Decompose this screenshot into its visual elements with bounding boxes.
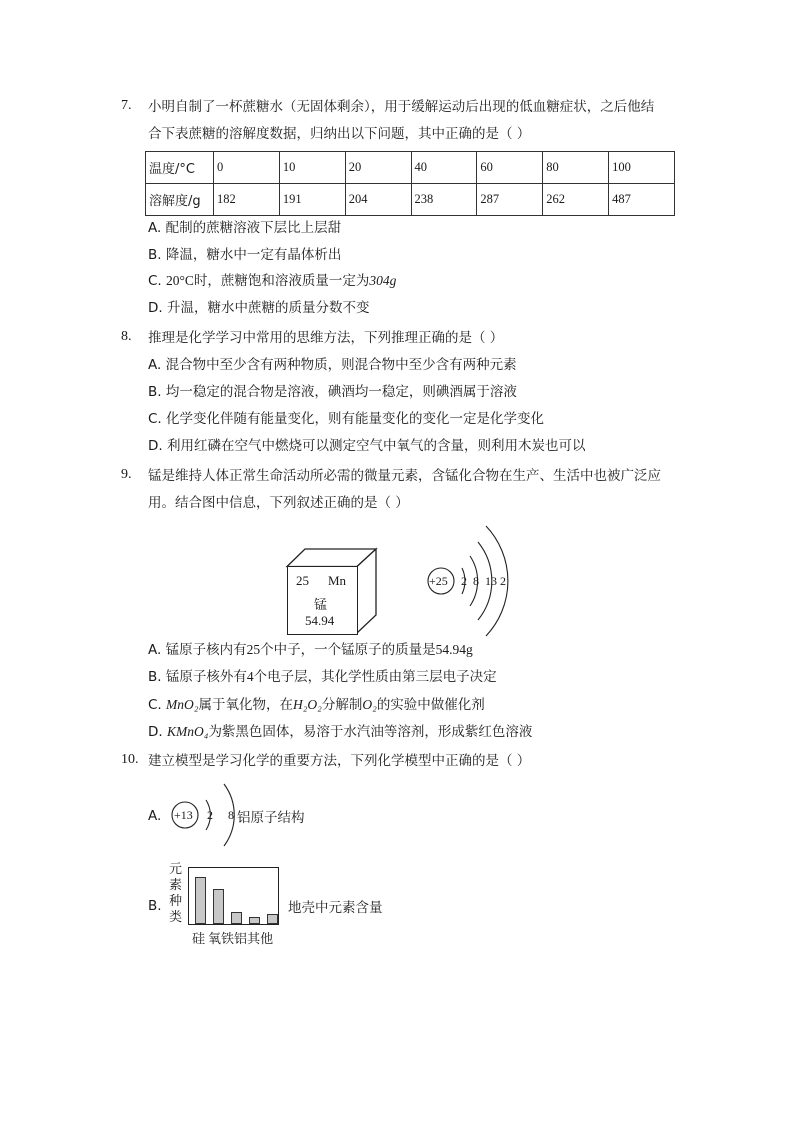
table-cell: 10 [279,152,345,184]
table-row-solubility [146,184,675,216]
element-card-face [287,566,358,635]
q8-number: 8. [121,329,132,344]
table-cell: 80 [543,152,609,184]
chart-frame [188,867,279,925]
mn-shell-4: 2 [500,574,506,588]
y-label-char: 素 [169,878,183,893]
option-d-text: 为紫黑色固体，易溶于水汽油等溶剂，形成紫红色溶液 [208,724,533,740]
q7-stem-line2: 合下表蔗糖的溶解度数据，归纳出以下问题，其中正确的是（ ） [148,126,531,142]
option-a-text: A. 锰原子核内有 [148,642,247,658]
table-cell: 204 [345,184,411,216]
chart-caption: 地壳中元素含量 [288,900,383,916]
temperature-value: 20°C [166,273,194,288]
atomic-mass: 54.94 [305,613,335,628]
q10-stem: 建立模型是学习化学的重要方法，下列化学模型中正确的是（ ） [148,753,531,769]
q9-stem-line2: 用。结合图中信息，下列叙述正确的是（ ） [148,495,409,511]
option-c-text-3: 的实验中做催化剂 [376,697,485,713]
al-nucleus-charge: +13 [174,808,193,822]
table-cell: 262 [543,184,609,216]
y-label-char: 种 [169,894,183,909]
x-label: 其他 [247,932,274,947]
q7-stem-line1: 小明自制了一杯蔗糖水（无固体剩余），用于缓解运动后出现的低血糖症状，之后他结 [148,99,655,115]
option-d-prefix: D. [148,724,167,740]
option-c-text: 时，蔗糖饱和溶液质量一定为 [193,273,370,289]
q8-option-b[interactable]: B. 均一稳定的混合物是溶液，碘酒均一稳定，则碘酒属于溶液 [148,384,517,400]
y-label-char: 类 [169,910,183,925]
table-cell: 40 [411,152,477,184]
chart-bar [231,912,242,924]
q7-option-b[interactable]: B. 降温，糖水中一定有晶体析出 [148,247,342,263]
mn-shell-3: 13 [485,574,497,588]
formula-mno2: MnO₂ [166,697,199,712]
chart-bar [249,917,260,924]
option-c-text: 属于氧化物，在 [198,697,293,713]
al-shell-2: 8 [228,808,234,822]
q7-option-d[interactable]: D. 升温，糖水中蔗糖的质量分数不变 [148,300,370,316]
option-a-text-2: 个中子，一个锰原子的质量是 [260,642,436,658]
q7-option-a[interactable]: A. 配制的蔗糖溶液下层比上层甜 [148,220,342,236]
x-label: 硅 [192,932,206,947]
q8-option-a[interactable]: A. 混合物中至少含有两种物质，则混合物中至少含有两种元素 [148,357,517,373]
q9-option-c[interactable] [148,695,485,715]
al-structure-caption: 铝原子结构 [237,810,305,826]
al-shell-1: 2 [207,808,213,822]
atomic-number: 25 [296,573,309,588]
q9-option-b[interactable] [148,667,497,687]
mn-nucleus-charge: +25 [429,574,448,588]
chart-bar [267,914,278,924]
mn-shell-2: 8 [473,574,479,588]
chart-x-labels [192,928,273,947]
option-c-text-2: 分解制 [321,697,363,713]
option-b-text: B. 锰原子核外有 [148,669,247,685]
table-header-solubility: 溶解度/g [146,184,214,216]
formula-kmno4: KMnO₄ [166,724,209,739]
q10-option-a-label: A. [148,808,162,824]
q10-number: 10. [121,752,139,767]
q9-option-a[interactable] [148,640,473,660]
q8-option-d[interactable]: D. 利用红磷在空气中燃烧可以测定空气中氧气的含量，则利用木炭也可以 [148,438,586,454]
neutron-count: 25 [246,642,261,657]
option-c-prefix: C. [148,273,167,289]
shell-count: 4 [246,669,254,684]
q9-option-d[interactable] [148,722,532,742]
chart-y-label [169,862,182,926]
table-cell: 287 [477,184,543,216]
table-header-temperature: 温度/°C [146,152,214,184]
q9-stem-line1: 锰是维持人体正常生命活动所必需的微量元素，含锰化合物在生产、生活中也被广泛应 [148,468,661,484]
table-cell: 182 [214,184,280,216]
option-c-prefix: C. [148,697,167,713]
option-b-text-2: 个电子层，其化学性质由第三层电子决定 [253,669,497,685]
table-cell: 60 [477,152,543,184]
atom-mass-value: 54.94g [435,642,473,657]
table-cell: 20 [345,152,411,184]
formula-o2: O₂ [362,697,377,712]
table-cell: 487 [609,184,675,216]
table-cell: 0 [214,152,280,184]
table-row-temperature [146,152,675,184]
chart-bar [213,889,224,924]
mn-shell-1: 2 [461,574,467,588]
q7-number: 7. [121,98,132,113]
element-name: 锰 [314,598,328,613]
chart-bar [195,877,206,924]
x-label: 氧 [208,932,222,947]
q7-option-c[interactable] [148,271,396,291]
q8-option-c[interactable]: C. 化学变化伴随有能量变化，则有能量变化的变化一定是化学变化 [148,411,545,427]
table-cell: 100 [609,152,675,184]
formula-h2o2: H₂O₂ [292,697,322,712]
y-label-char: 元 [169,862,183,877]
q8-stem: 推理是化学学习中常用的思维方法，下列推理正确的是（ ） [148,330,504,346]
element-symbol: Mn [328,573,347,588]
mass-value: 304g [369,273,397,288]
table-cell: 191 [279,184,345,216]
q10-option-b-label: B. [148,898,162,914]
table-cell: 238 [411,184,477,216]
x-label: 铁 [221,932,235,947]
x-label: 铝 [234,932,248,947]
solubility-table [145,151,675,216]
q9-number: 9. [121,467,132,482]
